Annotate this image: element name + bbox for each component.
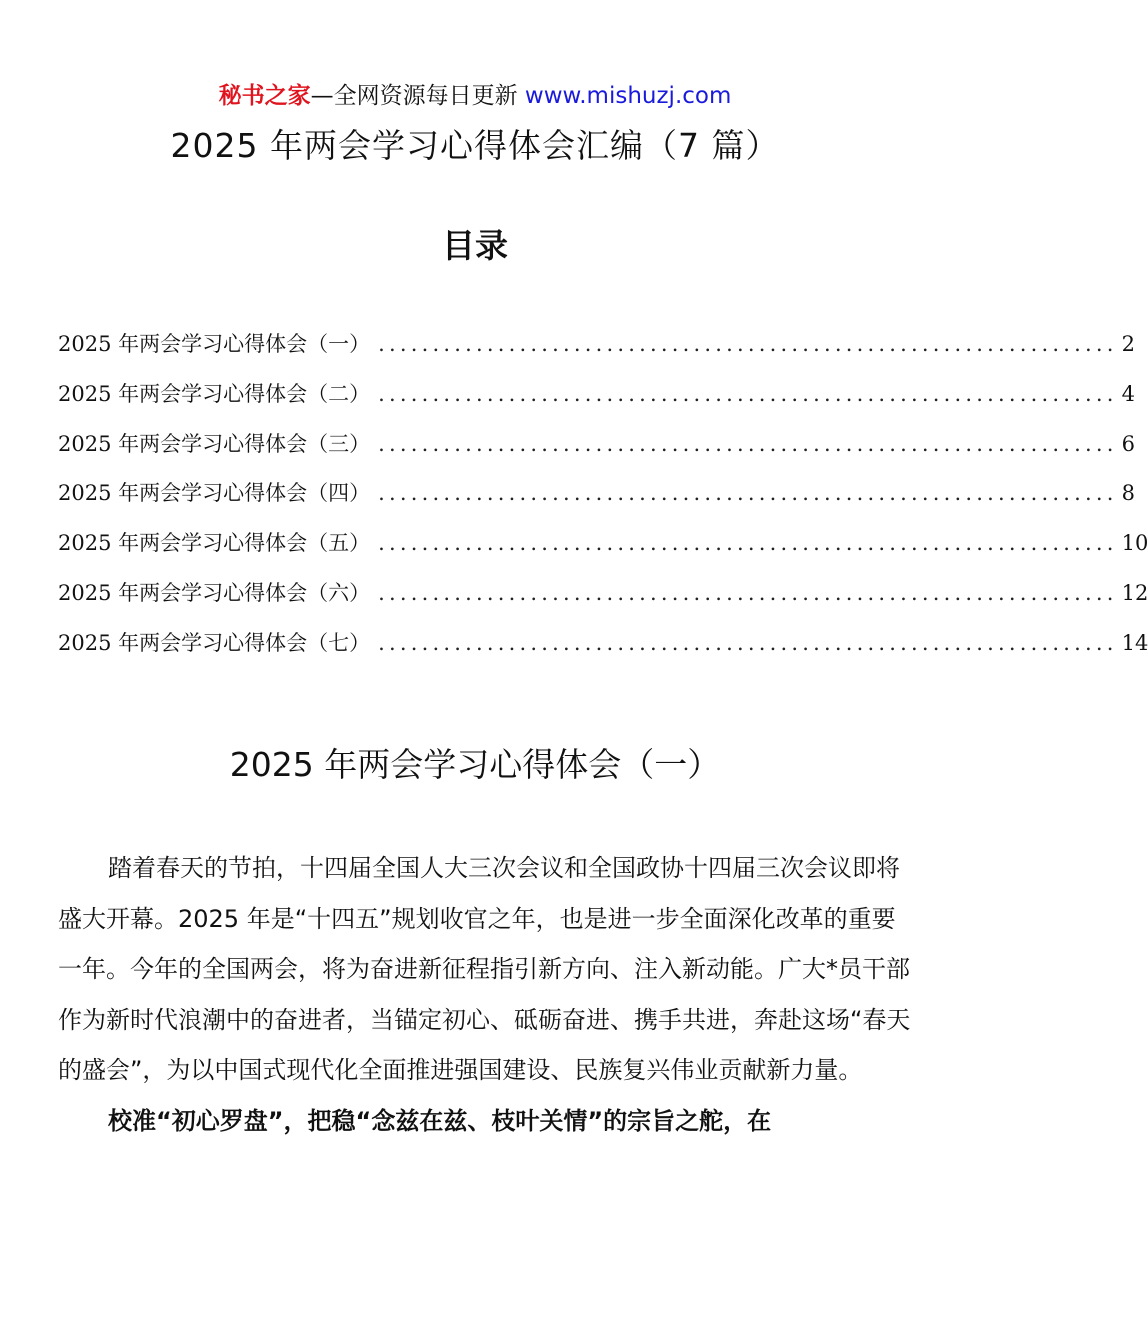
- toc-entry-page: 8: [1121, 481, 1136, 506]
- toc-leader-dots: ....................................................................: [378, 531, 1118, 556]
- toc-entry-page: 6: [1121, 431, 1136, 456]
- toc-entry-page: 10: [1121, 531, 1148, 556]
- toc-entry-label: 2025 年两会学习心得体会（三）: [58, 431, 371, 456]
- banner-slogan: —全网资源每日更新: [310, 83, 518, 109]
- toc-entry[interactable]: [58, 519, 1148, 569]
- toc-entry-page: 2: [1121, 332, 1136, 356]
- section-title: 2025 年两会学习心得体会（一）: [229, 745, 721, 784]
- site-banner: [0, 80, 950, 112]
- toc-entry-label: 2025 年两会学习心得体会（四）: [58, 481, 371, 506]
- toc-entry-page: 14: [1121, 630, 1148, 655]
- toc-entry-label: 2025 年两会学习心得体会（五）: [58, 531, 371, 556]
- banner-url-link[interactable]: www.mishuzj.com: [524, 83, 732, 109]
- toc-entry-label: 2025 年两会学习心得体会（二）: [58, 381, 371, 406]
- toc-entry-label: 2025 年两会学习心得体会（一）: [58, 332, 371, 356]
- toc-entry[interactable]: [58, 469, 1136, 519]
- document-title: 2025 年两会学习心得体会汇编（7 篇）: [170, 126, 780, 165]
- toc-entry[interactable]: [58, 569, 1148, 619]
- section-body: [58, 843, 918, 1146]
- toc-leader-dots: ....................................................................: [378, 630, 1118, 655]
- toc-leader-dots: ....................................................................: [378, 381, 1118, 406]
- toc-entry[interactable]: [58, 370, 1136, 420]
- banner-brand: 秘书之家: [218, 83, 311, 109]
- toc-heading: 目录: [442, 226, 508, 265]
- toc-entry[interactable]: [58, 320, 1136, 370]
- toc-leader-dots: ....................................................................: [378, 481, 1118, 506]
- toc-entry[interactable]: [58, 420, 1136, 470]
- toc-leader-dots: ....................................................................: [378, 332, 1118, 356]
- body-paragraph-bold: 校准“初心罗盘”，把稳“念兹在兹、枝叶关情”的宗旨之舵，在: [108, 1106, 772, 1135]
- toc-entry[interactable]: [58, 619, 1148, 669]
- body-paragraph: 踏着春天的节拍，十四届全国人大三次会议和全国政协十四届三次会议即将盛大开幕。2025 年是“十四五”规划收官之年，也是进一步全面深化改革的重要一年。今年的全国两会，将为奋进新征程指引新方向、注入新动能。广大*员干部作为新时代浪潮中的奋进者，当锚定初心、砥砺奋进、携手共进，奔赴这场“春天的盛会”，为以中国式现代化全面推进强国建设、民族复兴伟业贡献新力量。: [58, 854, 911, 1084]
- toc-entry-page: 12: [1121, 580, 1148, 605]
- toc-leader-dots: ....................................................................: [378, 431, 1118, 456]
- toc-leader-dots: ....................................................................: [378, 580, 1118, 605]
- toc-entry-label: 2025 年两会学习心得体会（七）: [58, 630, 371, 655]
- table-of-contents: [58, 320, 1148, 669]
- toc-entry-label: 2025 年两会学习心得体会（六）: [58, 580, 371, 605]
- toc-entry-page: 4: [1121, 381, 1136, 406]
